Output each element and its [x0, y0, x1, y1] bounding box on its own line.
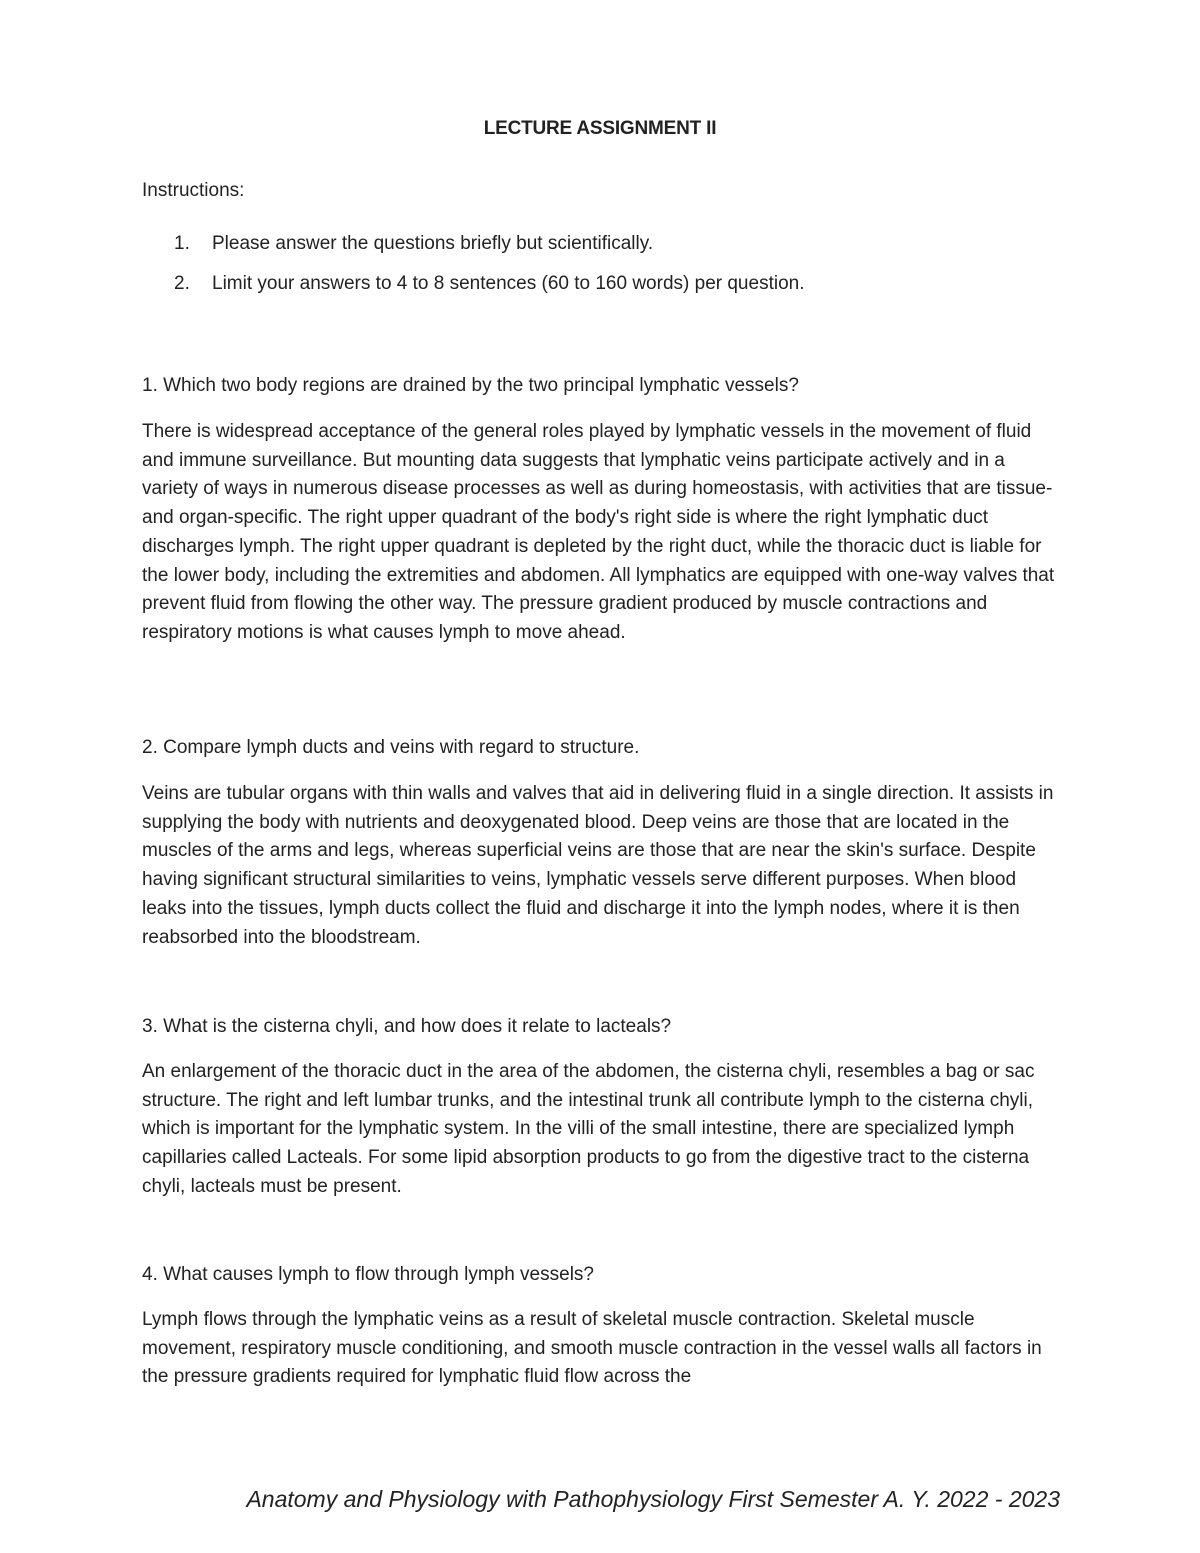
question-1: 1. Which two body regions are drained by the two principal lymphatic vessels?: [142, 375, 799, 396]
instruction-text: Limit your answers to 4 to 8 sentences (60 to 160 words) per question.: [212, 273, 805, 294]
page-footer: Anatomy and Physiology with Pathophysiology First Semester A. Y. 2022 - 2023: [246, 1486, 1060, 1512]
instruction-number: 1.: [174, 233, 190, 254]
answer-4: Lymph flows through the lymphatic veins as a result of skeletal muscle contraction. Skeletal muscle movement, respiratory muscle conditioning, and smooth muscle contraction in the vessel walls all factors in the pressure gradients required for lymphatic fluid flow across the: [142, 1309, 1042, 1388]
answer-1: There is widespread acceptance of the general roles played by lymphatic vessels in the movement of fluid and immune surveillance. But mounting data suggests that lymphatic veins participate actively and in a variety of ways in numerous disease processes as well as during homeostasis, with activities that are tissue- and organ-specific. The right upper quadrant of the body's right side is where the right lymphatic duct discharges lymph. The right upper quadrant is depleted by the right duct, while the thoracic duct is liable for the lower body, including the extremities and abdomen. All lymphatics are equipped with one-way valves that prevent fluid from flowing the other way. The pressure gradient produced by muscle contractions and respiratory motions is what causes lymph to move ahead.: [142, 421, 1055, 643]
instruction-number: 2.: [174, 273, 190, 294]
question-2: 2. Compare lymph ducts and veins with regard to structure.: [142, 737, 640, 758]
instruction-text: Please answer the questions briefly but scientifically.: [212, 233, 654, 254]
instructions-list: [142, 232, 1042, 312]
question-4: 4. What causes lymph to flow through lymph vessels?: [142, 1264, 594, 1285]
page-title: LECTURE ASSIGNMENT II: [483, 118, 717, 139]
instructions-heading: Instructions:: [142, 180, 245, 201]
instruction-item: [142, 272, 1042, 312]
answer-2: Veins are tubular organs with thin walls and valves that aid in delivering fluid in a single direction. It assists in supplying the body with nutrients and deoxygenated blood. Deep veins are those that are located in the muscles of the arms and legs, whereas superficial veins are those that are near the skin's surface. Despite having significant structural similarities to veins, lymphatic vessels serve different purposes. When blood leaks into the tissues, lymph ducts collect the fluid and discharge it into the lymph nodes, where it is then reabsorbed into the bloodstream.: [142, 783, 1054, 948]
answer-3: An enlargement of the thoracic duct in the area of the abdomen, the cisterna chyli, resembles a bag or sac structure. The right and left lumbar trunks, and the intestinal trunk all contribute lymph to the cisterna chyli, which is important for the lymphatic system. In the villi of the small intestine, there are specialized lymph capillaries called Lacteals. For some lipid absorption products to go from the digestive tract to the cisterna chyli, lacteals must be present.: [142, 1061, 1035, 1197]
question-3: 3. What is the cisterna chyli, and how does it relate to lacteals?: [142, 1016, 672, 1037]
instruction-item: [142, 232, 1042, 272]
